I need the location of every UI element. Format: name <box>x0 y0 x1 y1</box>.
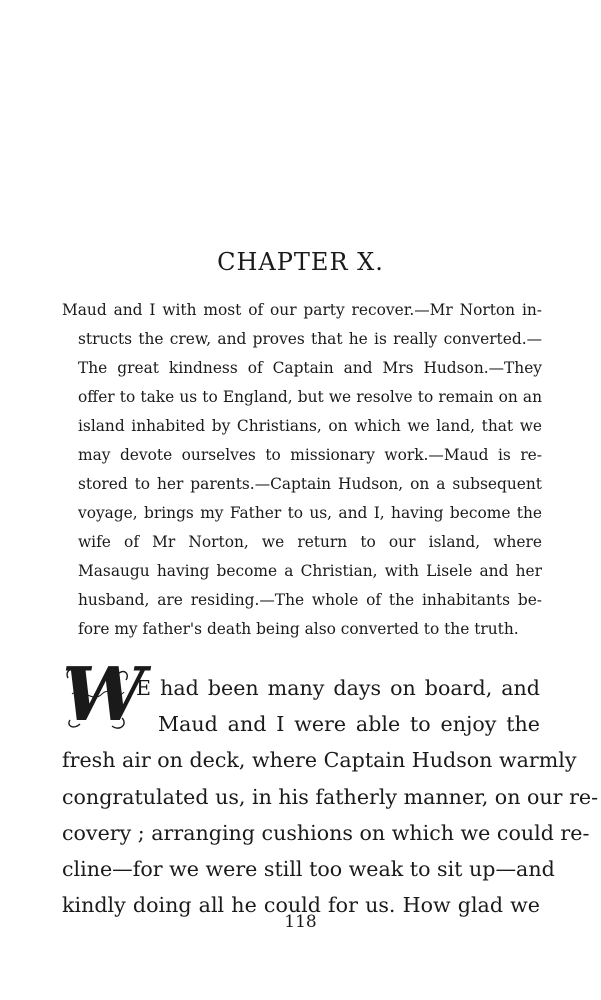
chapter-heading: CHAPTER X. <box>217 248 384 276</box>
chapter-synopsis <box>62 296 542 644</box>
body-line: fresh air on deck, where Captain Hudson warmly <box>62 748 577 773</box>
synopsis-line: structs the crew, and proves that he is really converted.— <box>78 330 542 348</box>
body-line: Maud and I were able to enjoy the <box>158 712 540 737</box>
synopsis-line: Masaugu having become a Christian, with Lisele and her <box>78 562 542 580</box>
synopsis-line: island inhabited by Christians, on which we land, that we <box>78 417 542 435</box>
synopsis-line: voyage, brings my Father to us, and I, having become the <box>78 504 542 522</box>
synopsis-line: fore my father's death being also converted to the truth. <box>78 620 519 638</box>
page-number: 118 <box>284 912 317 932</box>
body-line: cline—for we were still too weak to sit up—and <box>62 856 555 881</box>
body-line: congratulated us, in his fatherly manner, on our re- <box>62 784 599 809</box>
drop-cap-letter: W <box>62 652 146 738</box>
synopsis-line: wife of Mr Norton, we return to our island, where <box>78 533 542 551</box>
synopsis-line: stored to her parents.—Captain Hudson, on a subsequent <box>78 475 542 493</box>
synopsis-line: husband, are residing.—The whole of the inhabitants be- <box>78 591 542 609</box>
body-line: E had been many days on board, and <box>136 676 540 700</box>
body-line: kindly doing all he could for us. How glad we <box>62 893 540 918</box>
synopsis-line: The great kindness of Captain and Mrs Hudson.—They <box>78 359 542 377</box>
synopsis-line: Maud and I with most of our party recover.—Mr Norton in- <box>62 301 542 319</box>
body-line: covery ; arranging cushions on which we could re- <box>62 820 590 845</box>
body-paragraph <box>62 670 599 923</box>
synopsis-line: offer to take us to England, but we resolve to remain on an <box>78 388 542 406</box>
synopsis-line: may devote ourselves to missionary work.—Maud is re- <box>78 446 542 464</box>
